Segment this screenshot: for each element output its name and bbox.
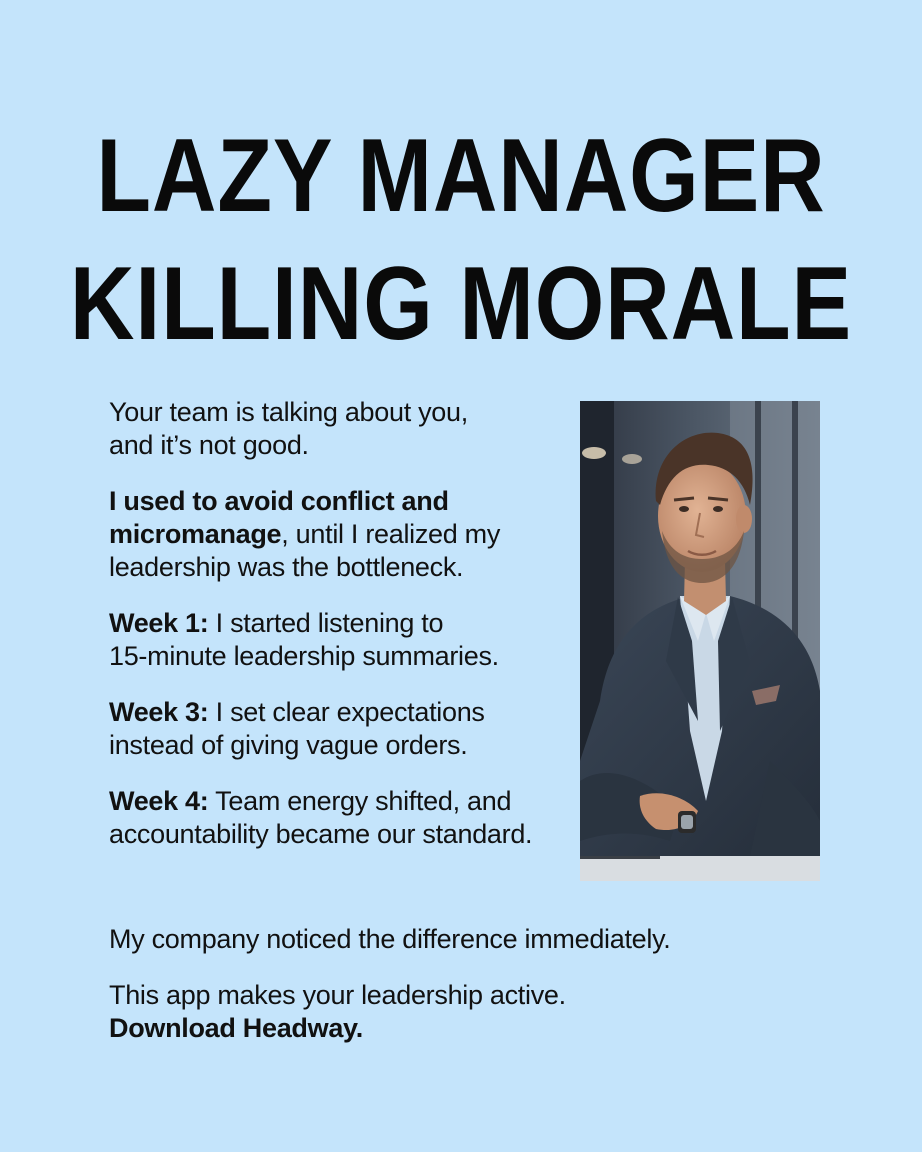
week-3-label: Week 3: (109, 697, 209, 727)
week-4-paragraph (109, 785, 579, 851)
headline (65, 112, 858, 368)
cta-line: This app makes your leadership active. (109, 980, 566, 1010)
closing-copy (109, 923, 829, 1068)
body-copy (109, 396, 579, 874)
headline-line-1: LAZY MANAGER (96, 118, 826, 234)
week-1-paragraph (109, 607, 579, 673)
week-3-text-2: instead of giving vague orders. (109, 730, 468, 760)
story-rest-2: , until I realized my (281, 519, 501, 549)
week-3-paragraph (109, 696, 579, 762)
week-1-label: Week 1: (109, 608, 209, 638)
manager-photo (580, 401, 820, 881)
intro-paragraph (109, 396, 579, 462)
week-1-text-2: 15-minute leadership summaries. (109, 641, 499, 671)
intro-line-1: Your team is talking about you, (109, 397, 468, 427)
intro-line-2: and it’s not good. (109, 430, 309, 460)
story-line-3: leadership was the bottleneck. (109, 552, 464, 582)
story-bold-1: I used to avoid conflict and (109, 486, 449, 516)
week-1-text-1: I started listening to (208, 608, 444, 638)
story-bold-2: micromanage (109, 519, 282, 549)
week-4-text-2: accountability became our standard. (109, 819, 533, 849)
week-3-text-1: I set clear expectations (208, 697, 485, 727)
cta-download: Download Headway. (109, 1013, 363, 1043)
company-paragraph: My company noticed the difference immediately. (109, 924, 671, 954)
story-paragraph (109, 485, 579, 584)
cta-paragraph (109, 979, 829, 1045)
week-4-text-1: Team energy shifted, and (208, 786, 512, 816)
week-4-label: Week 4: (109, 786, 209, 816)
headline-line-2: KILLING MORALE (69, 246, 853, 362)
